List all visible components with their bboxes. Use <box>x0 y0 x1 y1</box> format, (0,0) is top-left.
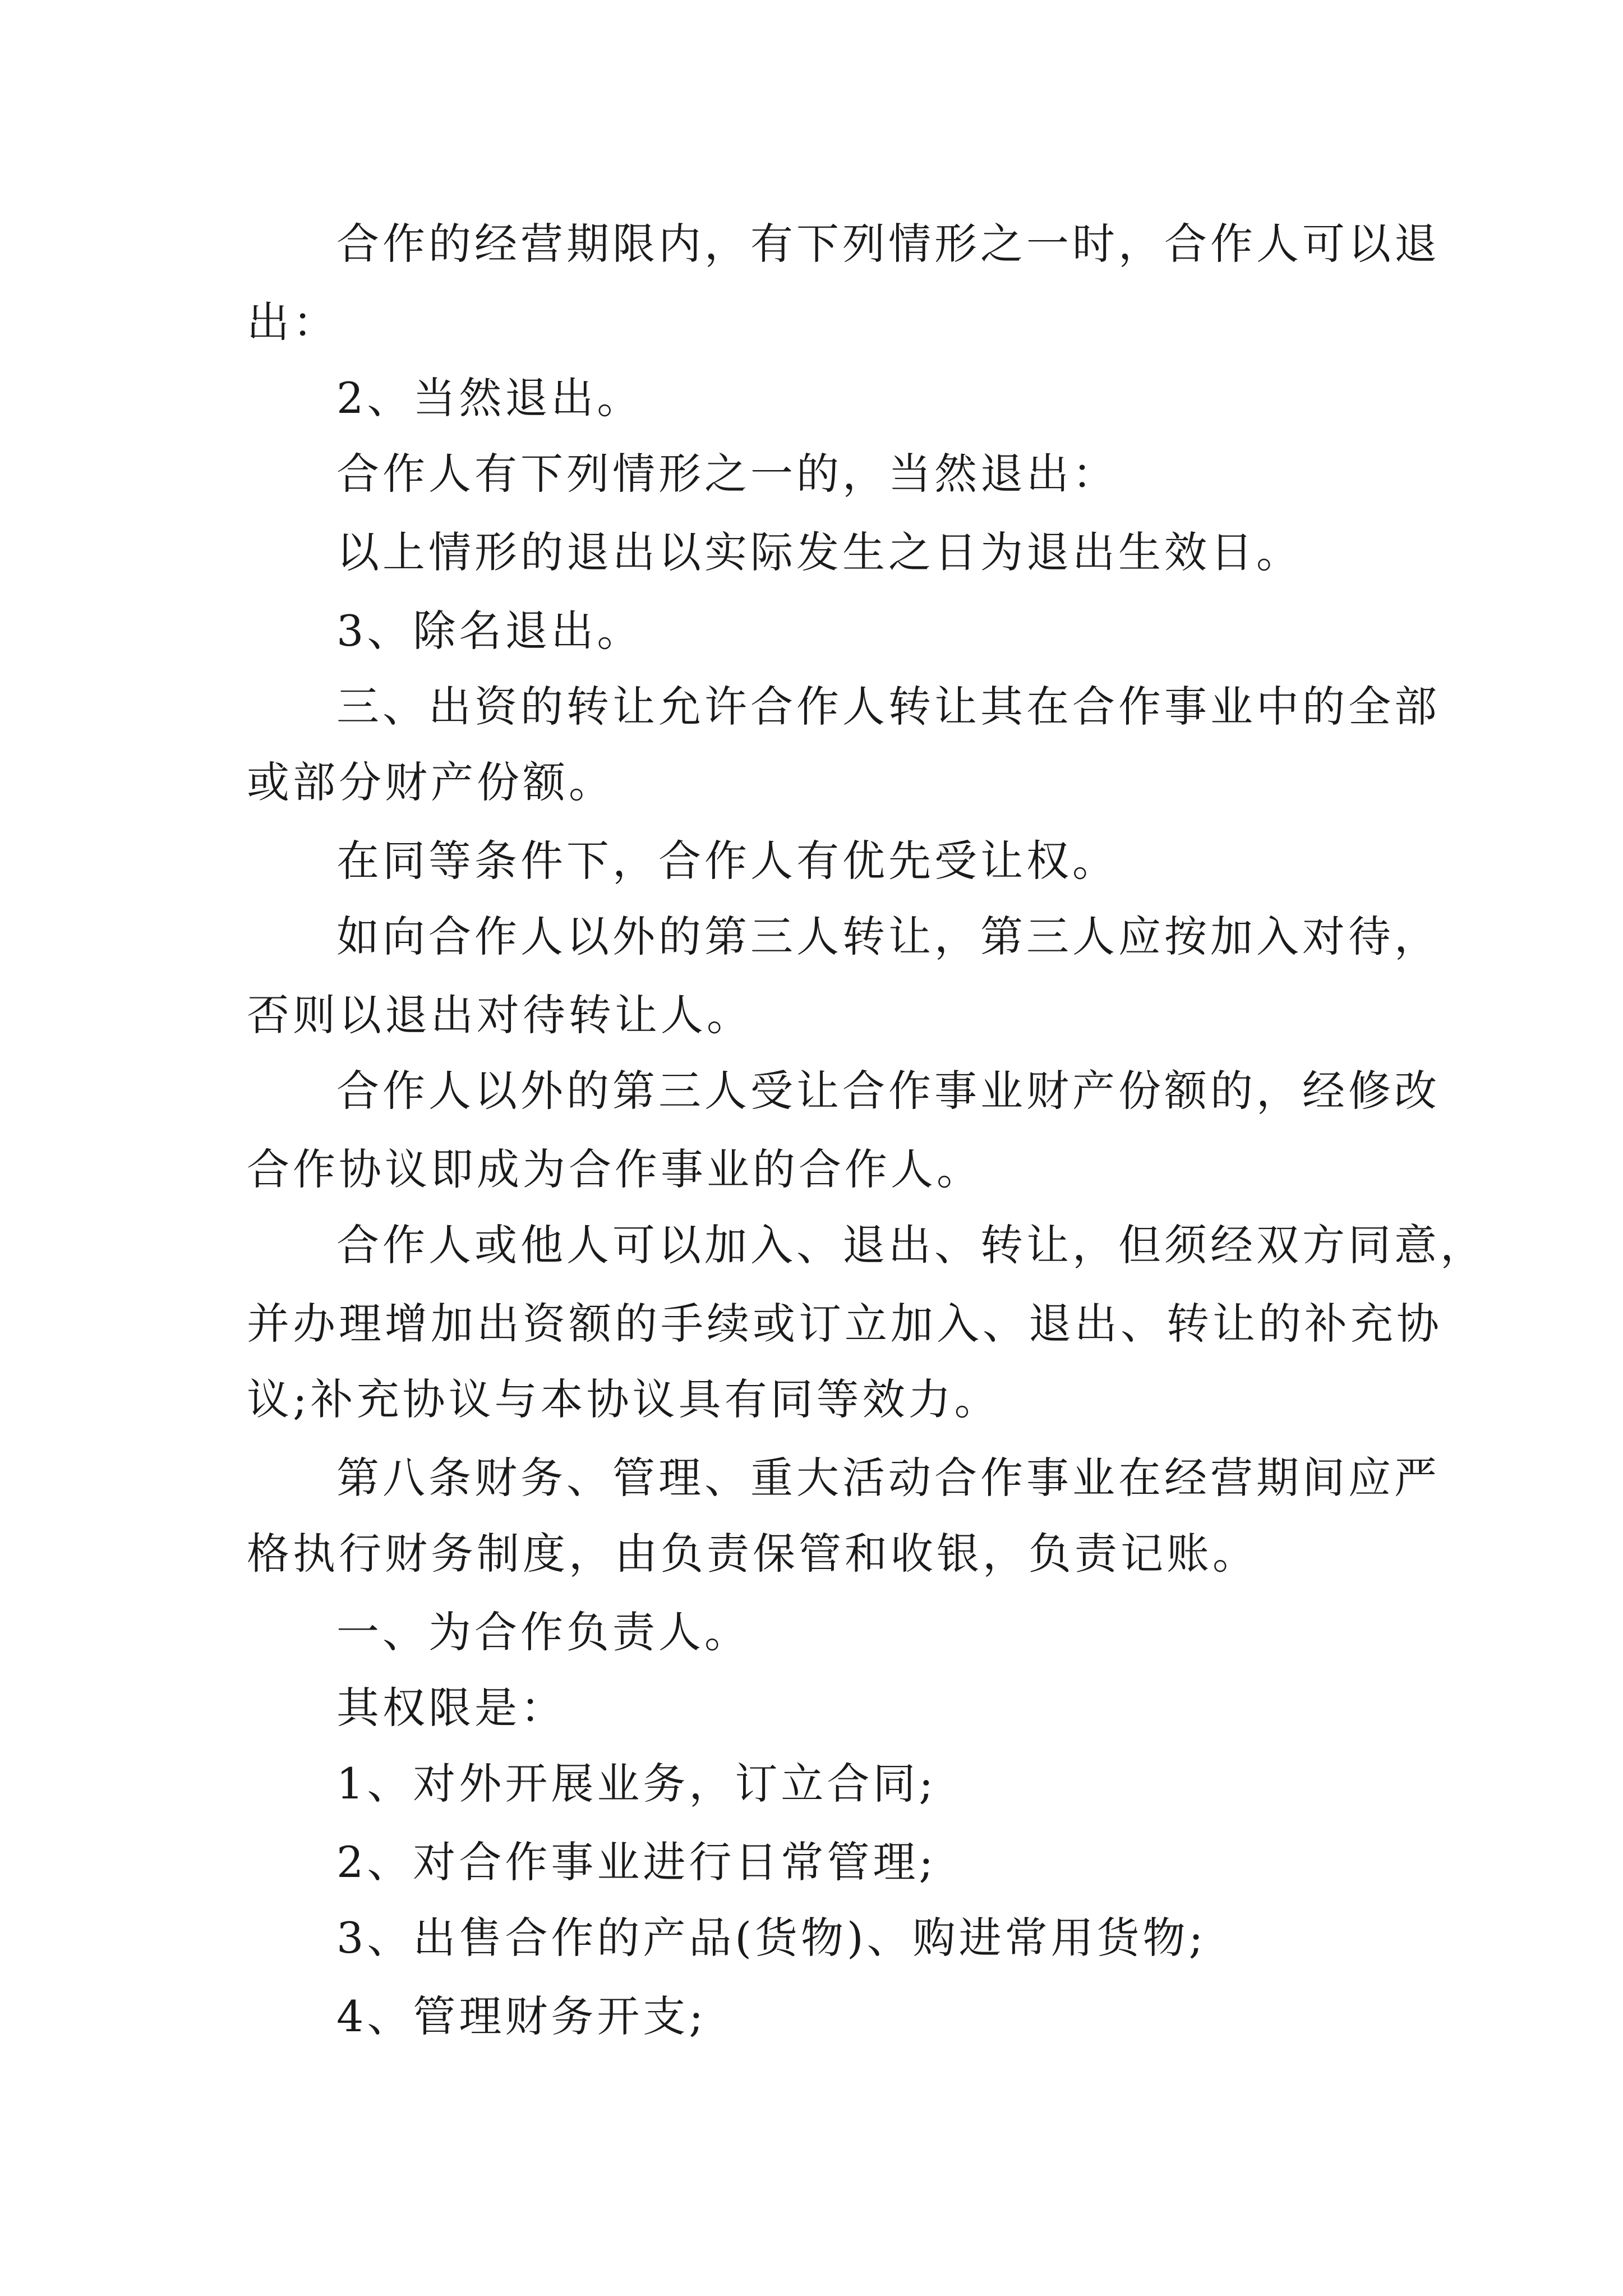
text-line: 3、出售合作的产品(货物)、购进常用货物; <box>336 1913 1207 1963</box>
text-line: 合作的经营期限内，有下列情形之一时，合作人可以退 <box>336 219 1440 269</box>
text-line: 出： <box>247 297 339 347</box>
text-line: 3、除名退出。 <box>336 606 643 656</box>
text-line: 合作协议即成为合作事业的合作人。 <box>247 1144 983 1194</box>
text-line: 并办理增加出资额的手续或订立加入、退出、转让的补充协 <box>247 1299 1442 1349</box>
text-line: 4、管理财务开支; <box>336 1991 707 2041</box>
text-line: 第八条财务、管理、重大活动合作事业在经营期间应严 <box>336 1453 1440 1503</box>
text-line: 合作人以外的第三人受让合作事业财产份额的，经修改 <box>336 1066 1440 1116</box>
text-line: 如向合作人以外的第三人转让，第三人应按加入对待， <box>336 912 1440 961</box>
text-line: 以上情形的退出以实际发生之日为退出生效日。 <box>336 527 1302 577</box>
text-line: 否则以退出对待转让人。 <box>247 990 753 1040</box>
text-line: 三、出资的转让允许合作人转让其在合作事业中的全部 <box>336 682 1440 731</box>
text-line: 2、当然退出。 <box>336 373 643 423</box>
text-line: 在同等条件下，合作人有优先受让权。 <box>336 836 1118 886</box>
text-line: 格执行财务制度，由负责保管和收银，负责记账。 <box>247 1529 1258 1579</box>
text-line: 其权限是： <box>336 1683 566 1733</box>
text-line: 2、对合作事业进行日常管理; <box>336 1837 937 1887</box>
text-line: 议;补充协议与本协议具有同等效力。 <box>247 1374 1000 1424</box>
text-line: 合作人或他人可以加入、退出、转让，但须经双方同意， <box>336 1220 1486 1270</box>
text-line: 一、为合作负责人。 <box>336 1607 750 1657</box>
text-line: 合作人有下列情形之一的，当然退出： <box>336 449 1118 499</box>
text-line: 或部分财产份额。 <box>247 757 615 807</box>
text-line: 1、对外开展业务，订立合同; <box>336 1759 937 1809</box>
